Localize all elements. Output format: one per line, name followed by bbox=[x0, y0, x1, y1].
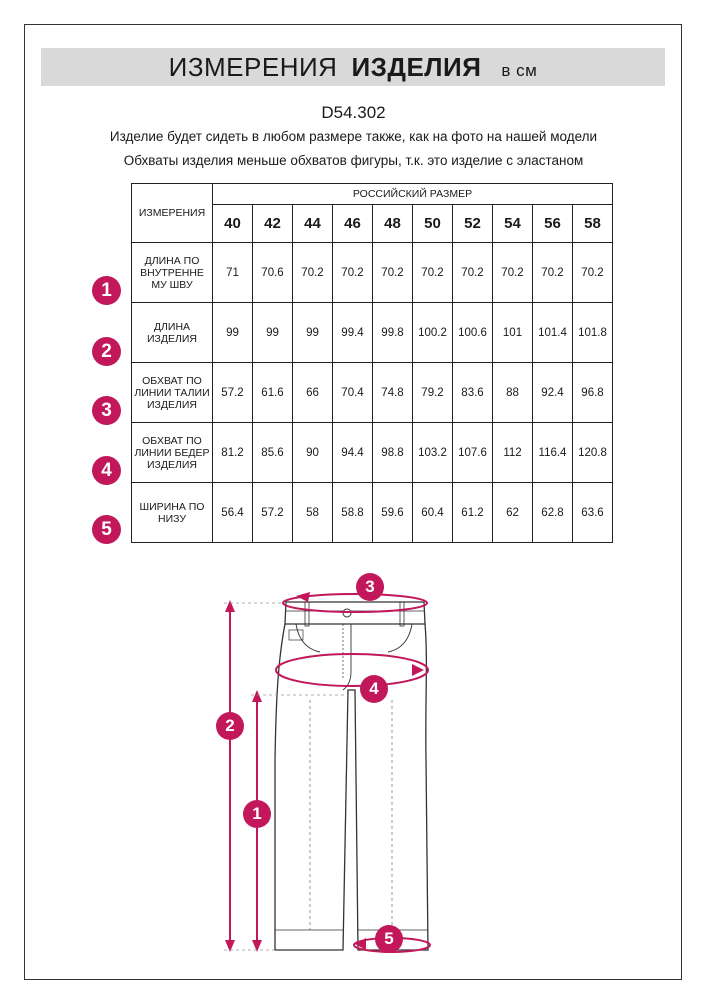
size-group-header: РОССИЙСКИЙ РАЗМЕР bbox=[213, 184, 613, 205]
table-cell: 58 bbox=[293, 483, 333, 543]
table-cell: 120.8 bbox=[573, 423, 613, 483]
table-cell: 83.6 bbox=[453, 363, 493, 423]
row-label: ШИРИНА ПО НИЗУ bbox=[132, 483, 213, 543]
table-cell: 100.2 bbox=[413, 303, 453, 363]
table-cell: 99.8 bbox=[373, 303, 413, 363]
diagram-marker: 5 bbox=[375, 925, 403, 953]
row-label: ОБХВАТ ПО ЛИНИИ ТАЛИИ ИЗДЕЛИЯ bbox=[132, 363, 213, 423]
table-cell: 58.8 bbox=[333, 483, 373, 543]
row-number-badge: 4 bbox=[92, 456, 121, 485]
row-number-badge: 2 bbox=[92, 337, 121, 366]
size-header: 42 bbox=[253, 205, 293, 243]
row-number-badge: 3 bbox=[92, 396, 121, 425]
size-header: 52 bbox=[453, 205, 493, 243]
table-cell: 70.4 bbox=[333, 363, 373, 423]
size-header: 44 bbox=[293, 205, 333, 243]
measure-header: ИЗМЕРЕНИЯ bbox=[132, 184, 213, 243]
table-cell: 99 bbox=[213, 303, 253, 363]
table-cell: 81.2 bbox=[213, 423, 253, 483]
table-cell: 101.8 bbox=[573, 303, 613, 363]
table-cell: 71 bbox=[213, 243, 253, 303]
title-regular: ИЗМЕРЕНИЯ bbox=[168, 52, 338, 82]
diagram-marker: 4 bbox=[360, 675, 388, 703]
elastane-note: Обхваты изделия меньше обхватов фигуры, т.к. это изделие с эластаном bbox=[123, 153, 584, 168]
table-cell: 62.8 bbox=[533, 483, 573, 543]
table-cell: 107.6 bbox=[453, 423, 493, 483]
table-cell: 70.2 bbox=[373, 243, 413, 303]
size-header: 50 bbox=[413, 205, 453, 243]
table-cell: 57.2 bbox=[253, 483, 293, 543]
table-cell: 85.6 bbox=[253, 423, 293, 483]
table-cell: 88 bbox=[493, 363, 533, 423]
table-cell: 59.6 bbox=[373, 483, 413, 543]
table-cell: 103.2 bbox=[413, 423, 453, 483]
row-number-badge: 1 bbox=[92, 276, 121, 305]
size-header: 58 bbox=[573, 205, 613, 243]
table-cell: 56.4 bbox=[213, 483, 253, 543]
table-cell: 70.2 bbox=[293, 243, 333, 303]
table-cell: 94.4 bbox=[333, 423, 373, 483]
table-cell: 112 bbox=[493, 423, 533, 483]
table-cell: 98.8 bbox=[373, 423, 413, 483]
table-cell: 60.4 bbox=[413, 483, 453, 543]
product-code: D54.302 bbox=[321, 103, 386, 122]
measure-lines bbox=[230, 594, 430, 952]
row-label: ДЛИНА ИЗДЕЛИЯ bbox=[132, 303, 213, 363]
table-cell: 79.2 bbox=[413, 363, 453, 423]
table-cell: 99.4 bbox=[333, 303, 373, 363]
table-cell: 70.2 bbox=[453, 243, 493, 303]
table-cell: 74.8 bbox=[373, 363, 413, 423]
table-cell: 70.2 bbox=[573, 243, 613, 303]
table-cell: 100.6 bbox=[453, 303, 493, 363]
title-bold: ИЗДЕЛИЯ bbox=[351, 52, 482, 82]
table-cell: 70.2 bbox=[493, 243, 533, 303]
table-cell: 66 bbox=[293, 363, 333, 423]
table-cell: 61.2 bbox=[453, 483, 493, 543]
size-header: 46 bbox=[333, 205, 373, 243]
table-cell: 70.2 bbox=[333, 243, 373, 303]
size-header: 54 bbox=[493, 205, 533, 243]
table-cell: 116.4 bbox=[533, 423, 573, 483]
size-header: 56 bbox=[533, 205, 573, 243]
table-cell: 62 bbox=[493, 483, 533, 543]
size-header: 48 bbox=[373, 205, 413, 243]
table-cell: 57.2 bbox=[213, 363, 253, 423]
table-cell: 101.4 bbox=[533, 303, 573, 363]
table-cell: 101 bbox=[493, 303, 533, 363]
row-label: ДЛИНА ПО ВНУТРЕННЕ МУ ШВУ bbox=[132, 243, 213, 303]
table-cell: 63.6 bbox=[573, 483, 613, 543]
row-label: ОБХВАТ ПО ЛИНИИ БЕДЕР ИЗДЕЛИЯ bbox=[132, 423, 213, 483]
diagram-marker: 3 bbox=[356, 573, 384, 601]
table-cell: 99 bbox=[293, 303, 333, 363]
row-number-badge: 5 bbox=[92, 515, 121, 544]
table-cell: 70.6 bbox=[253, 243, 293, 303]
diagram-marker: 1 bbox=[243, 800, 271, 828]
table-cell: 70.2 bbox=[413, 243, 453, 303]
table-cell: 70.2 bbox=[533, 243, 573, 303]
arrow-heads bbox=[225, 592, 424, 952]
table-cell: 99 bbox=[253, 303, 293, 363]
title-unit: в см bbox=[501, 61, 538, 80]
table-cell: 92.4 bbox=[533, 363, 573, 423]
table-cell: 96.8 bbox=[573, 363, 613, 423]
size-header: 40 bbox=[213, 205, 253, 243]
table-cell: 61.6 bbox=[253, 363, 293, 423]
diagram-marker: 2 bbox=[216, 712, 244, 740]
table-cell: 90 bbox=[293, 423, 333, 483]
fit-note: Изделие будет сидеть в любом размере также, как на фото на нашей модели bbox=[109, 129, 598, 144]
